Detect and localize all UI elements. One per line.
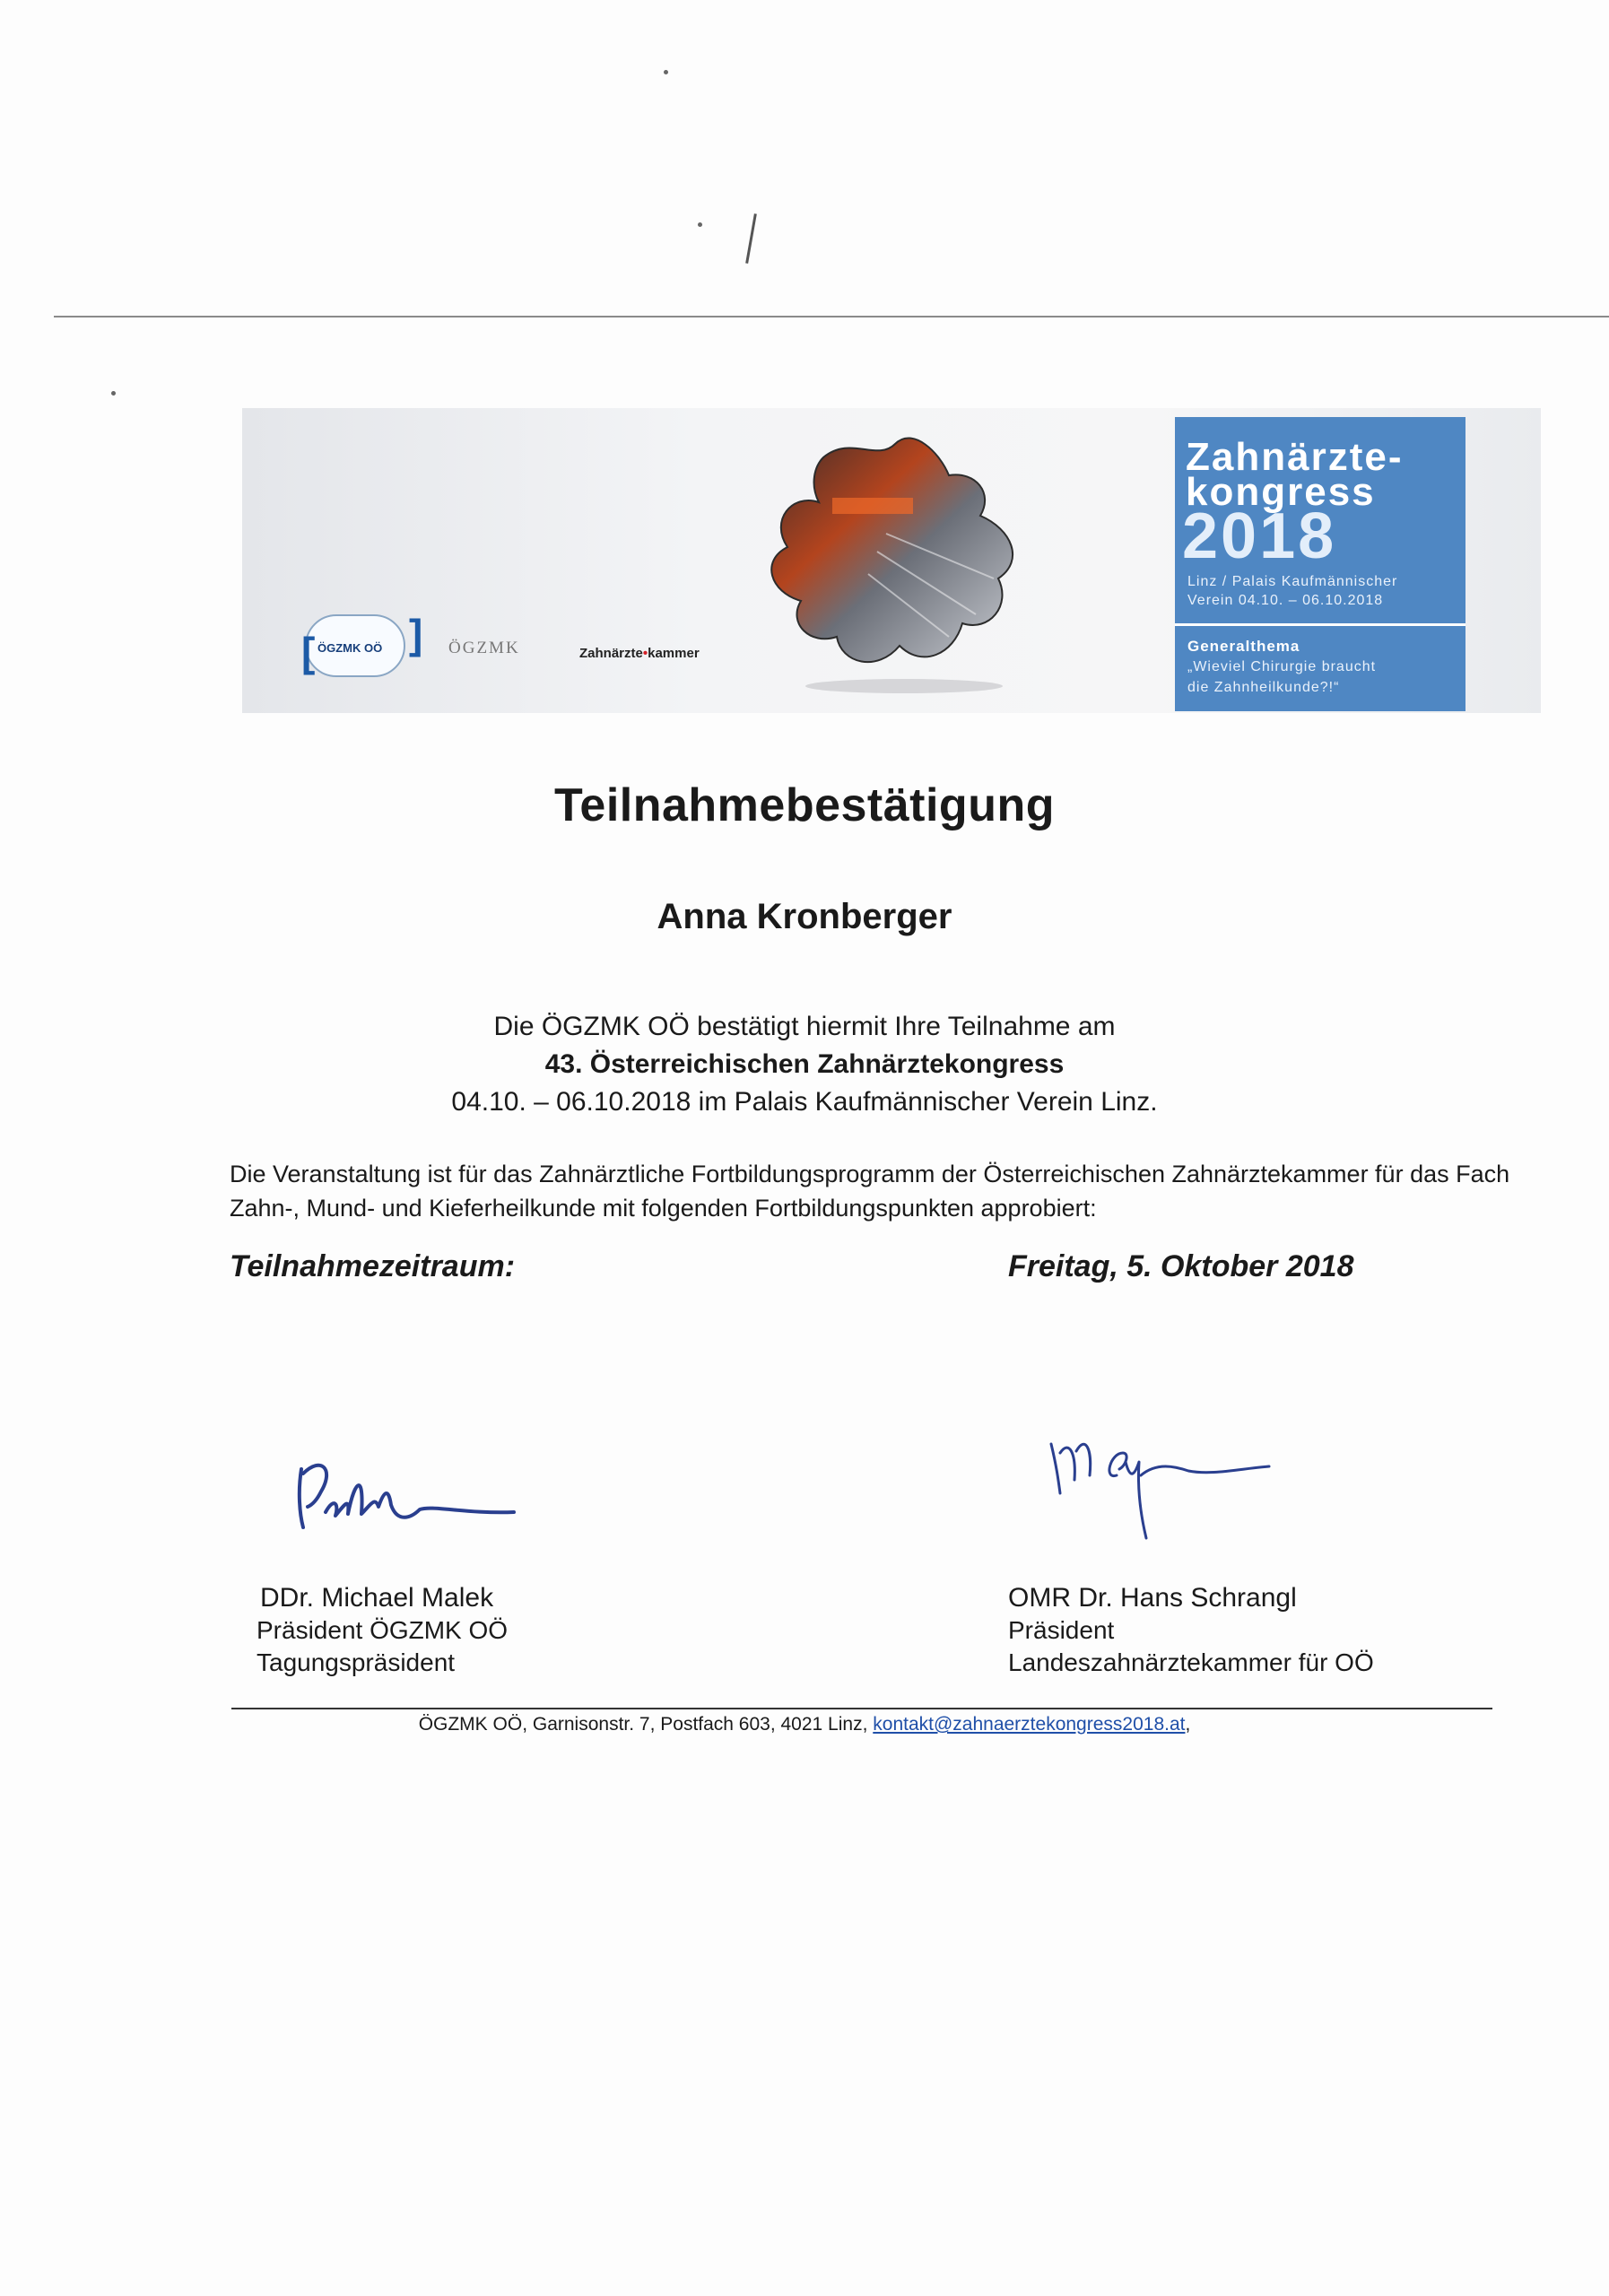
congress-name: 43. Österreichischen Zahnärztekongress bbox=[544, 1049, 1065, 1079]
kongress-panel-divider bbox=[1175, 623, 1465, 626]
footer-address bbox=[0, 1714, 1609, 1735]
theme-line2: die Zahnheilkunde?!“ bbox=[1187, 680, 1340, 695]
puzzle-piece-image bbox=[725, 426, 1057, 695]
kammer-logo-part1: Zahnärzte bbox=[579, 646, 643, 661]
kongress-title-line1: Zahnärzte- bbox=[1186, 435, 1404, 479]
left-signatory-role2: Tagungspräsident bbox=[257, 1648, 456, 1676]
scan-speck bbox=[111, 391, 116, 396]
congress-dates: 04.10. – 06.10.2018 im Palais Kaufmännischer Verein Linz. bbox=[451, 1087, 1158, 1117]
scan-speck bbox=[698, 222, 702, 227]
right-signatory-role1: Präsident bbox=[1008, 1616, 1115, 1644]
left-signatory-role1: Präsident ÖGZMK OÖ bbox=[257, 1616, 509, 1644]
footer-rule bbox=[231, 1708, 1492, 1709]
oegzmk-logo-text: ÖGZMK OÖ bbox=[317, 641, 383, 655]
scan-speck bbox=[664, 70, 668, 74]
theme-line1: „Wieviel Chirurgie braucht bbox=[1187, 659, 1377, 674]
approval-paragraph: Die Veranstaltung ist für das Zahnärztliche Fortbildungsprogramm der Österreichischen Zahnärztekammer für das Fach Zahn-, Mund- und Kieferheilkunde mit folgenden Fortbildungspunkten approbiert: bbox=[230, 1161, 1510, 1222]
kammer-logo-dot-icon: • bbox=[642, 646, 648, 661]
kongress-location-line2: Verein 04.10. – 06.10.2018 bbox=[1187, 593, 1384, 608]
signature-malek bbox=[285, 1442, 518, 1541]
participation-period-value: Freitag, 5. Oktober 2018 bbox=[1008, 1249, 1354, 1283]
theme-label: Generalthema bbox=[1187, 638, 1300, 655]
right-signatory-name: OMR Dr. Hans Schrangl bbox=[1008, 1583, 1297, 1613]
zahnaerztekammer-logo bbox=[579, 646, 700, 661]
logo-bracket-right-icon: ] bbox=[409, 611, 423, 657]
footer-address-text: ÖGZMK OÖ, Garnisonstr. 7, Postfach 603, 4021 Linz, bbox=[418, 1714, 874, 1735]
left-signatory-name: DDr. Michael Malek bbox=[260, 1583, 494, 1613]
document-title: Teilnahmebestätigung bbox=[554, 779, 1055, 831]
participant-name: Anna Kronberger bbox=[657, 897, 952, 936]
kongress-location-line1: Linz / Palais Kaufmännischer bbox=[1187, 574, 1398, 589]
scan-scratch bbox=[745, 213, 757, 264]
right-signatory-role2: Landeszahnärztekammer für OÖ bbox=[1008, 1648, 1374, 1676]
confirmation-line: Die ÖGZMK OÖ bestätigt hiermit Ihre Teilnahme am bbox=[493, 1012, 1116, 1041]
participation-period-label: Teilnahmezeitraum: bbox=[230, 1249, 516, 1283]
kongress-year: 2018 bbox=[1182, 500, 1337, 572]
kongress-title-line2: kongress bbox=[1186, 470, 1376, 514]
oegzmk-secondary-logo: ÖGZMK bbox=[448, 639, 520, 657]
logo-bracket-left-icon: [ bbox=[301, 629, 316, 675]
footer-email-link[interactable]: kontakt@zahnaerztekongress2018.at bbox=[873, 1714, 1186, 1735]
kammer-logo-part2: kammer bbox=[648, 646, 700, 661]
signature-schrangl bbox=[1040, 1426, 1274, 1552]
footer-trailing: , bbox=[1185, 1714, 1191, 1735]
top-rule bbox=[54, 316, 1609, 317]
